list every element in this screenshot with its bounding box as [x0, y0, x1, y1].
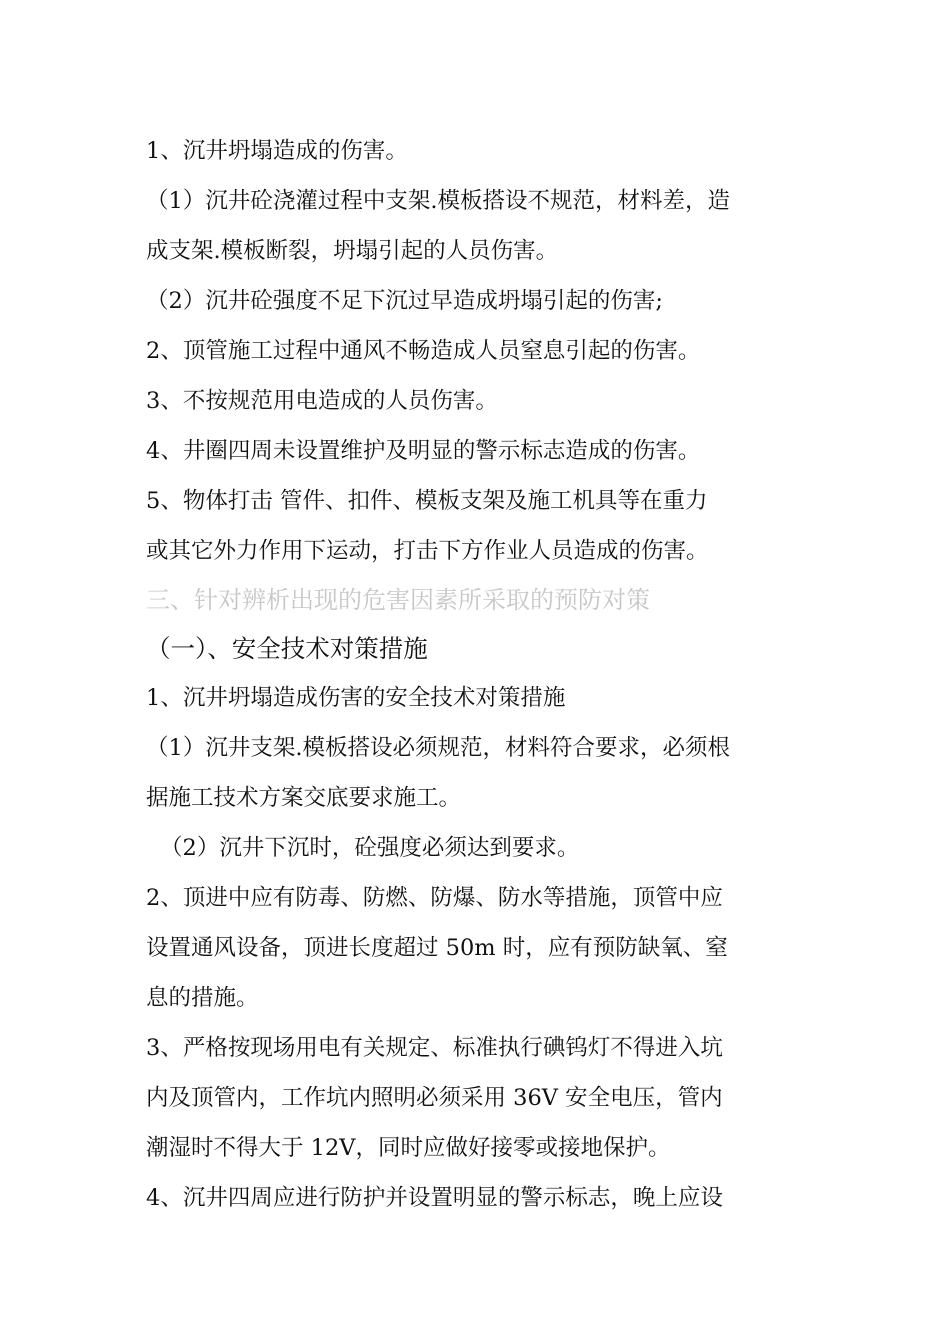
measure-item-2-line-2: 设置通风设备，顶进长度超过 50m 时，应有预防缺氧、窒: [146, 935, 728, 961]
measure-item-3-line-1: 3、严格按现场用电有关规定、标准执行碘钨灯不得进入坑: [146, 1035, 723, 1061]
section-heading-3: 三、针对辨析出现的危害因素所采取的预防对策: [146, 586, 650, 614]
hazard-item-3: 3、不按规范用电造成的人员伤害。: [146, 388, 498, 414]
hazard-item-1: 1、沉井坍塌造成的伤害。: [146, 138, 408, 164]
hazard-item-1-1-line-2: 成支架.模板断裂，坍塌引起的人员伤害。: [146, 238, 559, 264]
measure-item-2-line-1: 2、顶进中应有防毒、防燃、防爆、防水等措施，顶管中应: [146, 885, 723, 911]
hazard-item-1-1-line-1: （1）沉井砼浇灌过程中支架.模板搭设不规范，材料差，造: [146, 188, 730, 214]
hazard-item-4: 4、井圈四周未设置维护及明显的警示标志造成的伤害。: [146, 438, 701, 464]
hazard-item-5-line-2: 或其它外力作用下运动，打击下方作业人员造成的伤害。: [146, 538, 709, 564]
hazard-item-1-2: （2）沉井砼强度不足下沉过早造成坍塌引起的伤害;: [146, 288, 663, 314]
measure-item-3-line-3: 潮湿时不得大于 12V，同时应做好接零或接地保护。: [146, 1135, 671, 1161]
measure-item-1-1-line-2: 据施工技术方案交底要求施工。: [146, 785, 462, 811]
measure-item-3-line-2: 内及顶管内，工作坑内照明必须采用 36V 安全电压，管内: [146, 1085, 723, 1111]
hazard-item-2: 2、顶管施工过程中通风不畅造成人员窒息引起的伤害。: [146, 338, 701, 364]
hazard-item-5-line-1: 5、物体打击 管件、扣件、模板支架及施工机具等在重力: [146, 488, 708, 514]
measure-item-1-2: （2）沉井下沉时，砼强度必须达到要求。: [160, 835, 580, 861]
measure-item-2-line-3: 息的措施。: [146, 985, 259, 1011]
measure-item-1-1-line-1: （1）沉井支架.模板搭设必须规范，材料符合要求，必须根: [146, 735, 730, 761]
subsection-heading-1: （一）、安全技术对策措施: [146, 634, 428, 663]
measure-item-4-line-1: 4、沉井四周应进行防护并设置明显的警示标志，晚上应设: [146, 1185, 723, 1211]
measure-item-1: 1、沉井坍塌造成伤害的安全技术对策措施: [146, 685, 566, 711]
